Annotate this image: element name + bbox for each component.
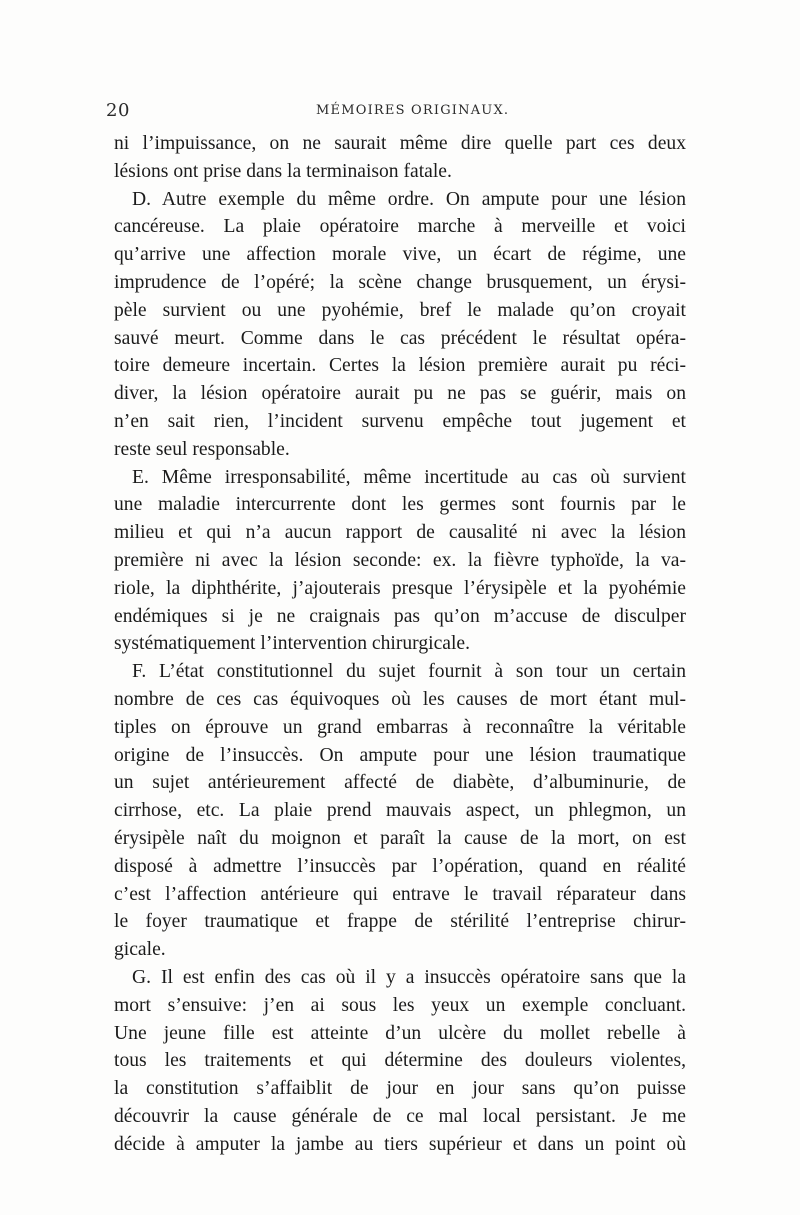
text-line: décide à amputer la jambe au tiers supérieur et dans un point où xyxy=(114,1133,686,1155)
text-line: découvrir la cause générale de ce mal local persistant. Je me xyxy=(114,1105,686,1127)
text-line: qu’arrive une affection morale vive, un écart de régime, une xyxy=(114,244,686,266)
text-line: tiples on éprouve un grand embarras à reconnaître la véritable xyxy=(114,716,686,738)
text-line: ni l’impuissance, on ne saurait même dire quelle part ces deux xyxy=(114,133,686,154)
text-line: endémiques si je ne craignais pas qu’on m’accuse de disculper xyxy=(114,605,686,627)
text-line: G. Il est enfin des cas où il y a insuccès opératoire sans que la xyxy=(132,966,686,988)
text-line: F. L’état constitutionnel du sujet fournit à son tour un certain xyxy=(132,661,686,683)
body-text xyxy=(114,130,686,1158)
text-line: n’en sait rien, l’incident survenu empêche tout jugement et xyxy=(114,410,686,432)
text-line: diver, la lésion opératoire aurait pu ne pas se guérir, mais on xyxy=(114,383,686,405)
text-line: Une jeune fille est atteinte d’un ulcère du mollet rebelle à xyxy=(114,1022,686,1044)
text-line: mort s’ensuive: j’en ai sous les yeux un exemple concluant. xyxy=(114,994,686,1016)
page-header xyxy=(106,100,706,122)
text-line: riole, la diphthérite, j’ajouterais presque l’érysipèle et la pyohémie xyxy=(114,577,686,599)
text-line: le foyer traumatique et frappe de stérilité l’entreprise chirur- xyxy=(114,911,686,933)
text-line: D. Autre exemple du même ordre. On ampute pour une lésion xyxy=(132,188,686,210)
text-line: cancéreuse. La plaie opératoire marche à merveille et voici xyxy=(114,216,686,238)
text-line: nombre de ces cas équivoques où les causes de mort étant mul- xyxy=(114,688,686,710)
text-line: reste seul responsable. xyxy=(114,438,290,460)
text-line: E. Même irresponsabilité, même incertitude au cas où survient xyxy=(132,466,686,488)
text-line: tous les traitements et qui détermine des douleurs violentes, xyxy=(114,1050,686,1072)
text-line: milieu et qui n’a aucun rapport de causalité ni avec la lésion xyxy=(114,522,686,544)
text-line: première ni avec la lésion seconde: ex. la fièvre typhoïde, la va- xyxy=(114,549,686,571)
text-line: la constitution s’affaiblit de jour en jour sans qu’on puisse xyxy=(114,1078,686,1100)
text-line: toire demeure incertain. Certes la lésion première aurait pu réci- xyxy=(114,355,686,377)
text-line: systématiquement l’intervention chirurgicale. xyxy=(114,633,471,655)
text-line: imprudence de l’opéré; la scène change brusquement, un érysi- xyxy=(114,271,686,293)
text-line: disposé à admettre l’insuccès par l’opération, quand en réalité xyxy=(114,855,686,877)
text-line: sauvé meurt. Comme dans le cas précédent le résultat opéra- xyxy=(114,327,686,349)
text-line: gicale. xyxy=(114,939,166,961)
text-line: cirrhose, etc. La plaie prend mauvais aspect, un phlegmon, un xyxy=(114,800,686,822)
text-line: un sujet antérieurement affecté de diabète, d’albuminurie, de xyxy=(114,772,686,794)
text-line: pèle survient ou une pyohémie, bref le malade qu’on croyait xyxy=(114,299,686,321)
text-line: origine de l’insuccès. On ampute pour une lésion traumatique xyxy=(114,744,686,766)
text-line: une maladie intercurrente dont les germes sont fournis par le xyxy=(114,494,686,516)
text-line: c’est l’affection antérieure qui entrave le travail réparateur dans xyxy=(114,883,686,905)
page-number: 20 xyxy=(106,100,130,121)
running-title: MÉMOIRES ORIGINAUX. xyxy=(316,103,510,118)
text-line: érysipèle naît du moignon et paraît la cause de la mort, on est xyxy=(114,827,686,849)
text-line: lésions ont prise dans la terminaison fatale. xyxy=(114,160,452,182)
